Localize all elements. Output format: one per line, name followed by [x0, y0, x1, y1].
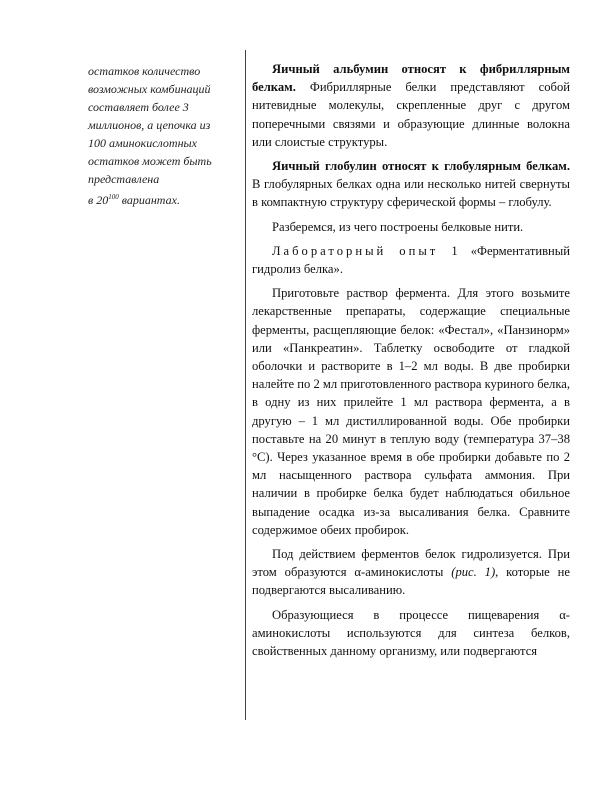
- margin-note-exponent: 100: [108, 193, 119, 201]
- margin-note-line: составляет более 3: [88, 100, 189, 114]
- paragraph-globulin: [252, 157, 570, 212]
- margin-note-line: остатков количество: [88, 64, 201, 78]
- albumin-bold: Яичный альбумин относят к фибриллярным белкам.: [252, 62, 570, 95]
- figure-ref: (рис. 1): [451, 565, 496, 580]
- paragraph-hydrolysis: [252, 545, 570, 600]
- paragraph-albumin: [252, 60, 570, 151]
- paragraph-digestion: Образующиеся в процессе пищеварения α-аминокислоты используются для синтеза белков, свойственных данному организму, или подвергаются: [252, 607, 570, 659]
- main-text: [252, 60, 570, 666]
- margin-note-line: остатков может быть: [88, 154, 212, 168]
- margin-note-last-line: [88, 188, 238, 209]
- lab-title-spaced: Лабораторный опыт 1: [272, 243, 461, 258]
- margin-note-prefix: в 20: [88, 193, 109, 207]
- hydrolysis-end: , которые не подвергаются высаливанию.: [252, 565, 570, 598]
- margin-note-line: возможных комбинаций: [88, 82, 211, 96]
- globulin-text: В глобулярных белках одна или несколько нитей свернуты в компактную структуру сферической формы – глобулу.: [252, 177, 570, 210]
- paragraph-lab-title: [252, 242, 570, 278]
- lab-title-rest: «Ферментативный гидролиз белка».: [252, 243, 570, 277]
- vertical-divider: [245, 50, 246, 720]
- paragraph-question: Разберемся, из чего построены белковые нити.: [272, 219, 524, 234]
- hydrolysis-start: Под действием ферментов белок гидролизуется. При этом образуются α-аминокислоты: [252, 547, 570, 580]
- albumin-text: Фибриллярные белки представляют собой нитевидные молекулы, скрепленные друг с другом поперечными связями и образующие длинные волокна или слоистые структуры.: [252, 80, 570, 149]
- margin-note: [88, 62, 238, 209]
- margin-note-line: 100 аминокислотных: [88, 136, 198, 150]
- globulin-bold: Яичный глобулин относят к глобулярным белкам.: [272, 159, 570, 174]
- margin-note-line: миллионов, а цепочка из: [88, 118, 211, 132]
- paragraph-procedure: Приготовьте раствор фермента. Для этого возьмите лекарственные препараты, содержащие специальные ферменты, расщепляющие белок: «Фестал», «Панзинорм» или «Панкреатин». Таблетку освободите от гладкой оболочки и растворите в 1–2 мл воды. В две пробирки налейте по 2 мл приготовленного раствора куриного белка, в одну из них прилейте 1 мл раствора фермента, а в другую – 1 мл дистиллированной воды. Обе пробирки поставьте на 20 минут в теплую воду (температура 37–38 °С). Через указанное время в обе пробирки добавьте по 2 мл насыщенного раствора сульфата аммония. При наличии в пробирке белка будет наблюдаться обильное выпадение осадка из-за высаливания белка. Сравните содержимое обеих пробирок.: [252, 286, 571, 537]
- margin-note-suffix: вариантах.: [118, 193, 180, 207]
- margin-note-line: представлена: [88, 172, 160, 186]
